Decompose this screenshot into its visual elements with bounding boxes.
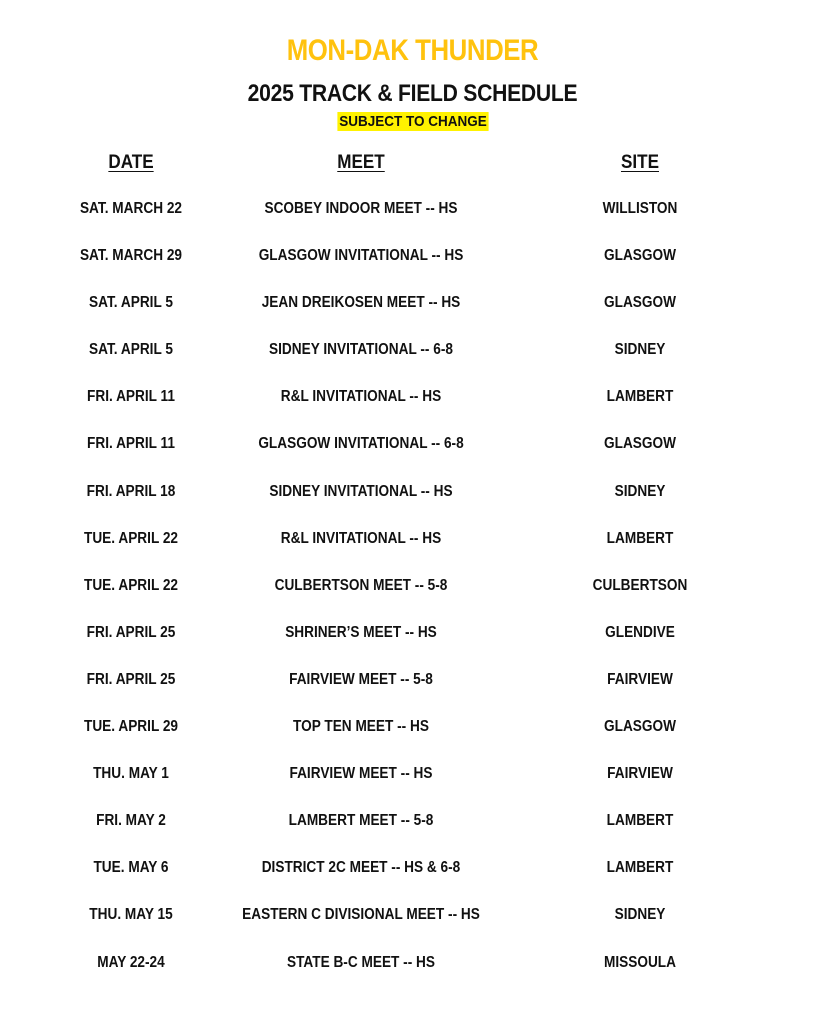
notice-wrapper	[0, 112, 825, 131]
schedule-row	[0, 469, 825, 516]
schedule-site: LAMBERT	[606, 859, 674, 877]
schedule-meet: GLASGOW INVITATIONAL -- 6-8	[258, 435, 464, 453]
schedule-date: FRI. APRIL 11	[87, 435, 175, 453]
schedule-date: FRI. APRIL 25	[86, 623, 176, 641]
schedule-site: WILLISTON	[602, 200, 678, 217]
schedule-meet: JEAN DREIKOSEN MEET -- HS	[261, 294, 461, 312]
schedule-date: SAT. MARCH 22	[79, 200, 183, 217]
column-header-date: DATE	[108, 152, 154, 173]
schedule-meet: DISTRICT 2C MEET -- HS & 6-8	[261, 859, 461, 877]
schedule-date: FRI. APRIL 18	[86, 482, 176, 500]
schedule-meet: FAIRVIEW MEET -- HS	[289, 765, 433, 783]
schedule-site: LAMBERT	[606, 388, 674, 406]
schedule-date: MAY 22-24	[97, 953, 165, 971]
schedule-site: FAIRVIEW	[607, 670, 673, 688]
schedule-meet: CULBERTSON MEET -- 5-8	[274, 576, 448, 594]
schedule-date: THU. MAY 15	[89, 906, 173, 924]
schedule-site: SIDNEY	[614, 906, 666, 924]
schedule-date: TUE. APRIL 29	[84, 718, 178, 736]
schedule-meet: R&L INVITATIONAL -- HS	[280, 529, 442, 547]
schedule-date: THU. MAY 1	[93, 765, 169, 783]
schedule-meet: FAIRVIEW MEET -- 5-8	[289, 670, 433, 688]
schedule-site: GLENDIVE	[605, 623, 675, 641]
schedule-meet: EASTERN C DIVISIONAL MEET -- HS	[242, 906, 480, 924]
subject-to-change-notice: SUBJECT TO CHANGE	[338, 113, 487, 130]
schedule-table	[0, 186, 825, 987]
schedule-date: FRI. APRIL 11	[87, 388, 175, 406]
schedule-meet: STATE B-C MEET -- HS	[286, 953, 436, 971]
schedule-row	[0, 563, 825, 610]
schedule-site: LAMBERT	[606, 529, 674, 547]
schedule-site: GLASGOW	[604, 718, 676, 736]
schedule-row	[0, 374, 825, 421]
schedule-site: SIDNEY	[614, 482, 666, 500]
page-title: MON-DAK THUNDER	[286, 34, 539, 67]
schedule-row	[0, 657, 825, 704]
schedule-meet: LAMBERT MEET -- 5-8	[288, 812, 434, 830]
schedule-site: CULBERTSON	[592, 576, 688, 594]
column-header-site: SITE	[620, 152, 659, 173]
schedule-row	[0, 280, 825, 327]
schedule-row	[0, 704, 825, 751]
schedule-date: TUE. APRIL 22	[84, 529, 178, 547]
schedule-site: GLASGOW	[604, 435, 676, 453]
schedule-row	[0, 892, 825, 939]
schedule-date: FRI. MAY 2	[96, 812, 166, 830]
schedule-row	[0, 516, 825, 563]
schedule-site: SIDNEY	[614, 341, 666, 359]
schedule-row	[0, 610, 825, 657]
schedule-row	[0, 845, 825, 892]
schedule-site: GLASGOW	[604, 247, 676, 265]
schedule-row	[0, 186, 825, 233]
schedule-date: SAT. APRIL 5	[89, 294, 173, 312]
schedule-meet: SHRINER’S MEET -- HS	[285, 623, 437, 641]
schedule-row	[0, 233, 825, 280]
schedule-meet: SCOBEY INDOOR MEET -- HS	[264, 200, 458, 217]
schedule-date: TUE. MAY 6	[93, 859, 169, 877]
schedule-site: MISSOULA	[604, 953, 676, 971]
schedule-row	[0, 940, 825, 987]
schedule-meet: SIDNEY INVITATIONAL -- HS	[269, 482, 453, 500]
schedule-site: FAIRVIEW	[607, 765, 673, 783]
schedule-date: TUE. APRIL 22	[84, 576, 178, 594]
schedule-row	[0, 421, 825, 468]
schedule-subtitle: 2025 TRACK & FIELD SCHEDULE	[247, 80, 578, 107]
schedule-date: FRI. APRIL 25	[86, 670, 176, 688]
schedule-meet: TOP TEN MEET -- HS	[293, 718, 429, 736]
schedule-site: GLASGOW	[604, 294, 676, 312]
column-header-meet: MEET	[337, 152, 385, 173]
schedule-row	[0, 327, 825, 374]
schedule-meet: SIDNEY INVITATIONAL -- 6-8	[269, 341, 453, 359]
schedule-meet: GLASGOW INVITATIONAL -- HS	[258, 247, 464, 265]
schedule-date: SAT. MARCH 29	[79, 247, 183, 265]
schedule-row	[0, 751, 825, 798]
schedule-site: LAMBERT	[606, 812, 674, 830]
schedule-row	[0, 798, 825, 845]
schedule-date: SAT. APRIL 5	[89, 341, 173, 359]
schedule-meet: R&L INVITATIONAL -- HS	[280, 388, 442, 406]
